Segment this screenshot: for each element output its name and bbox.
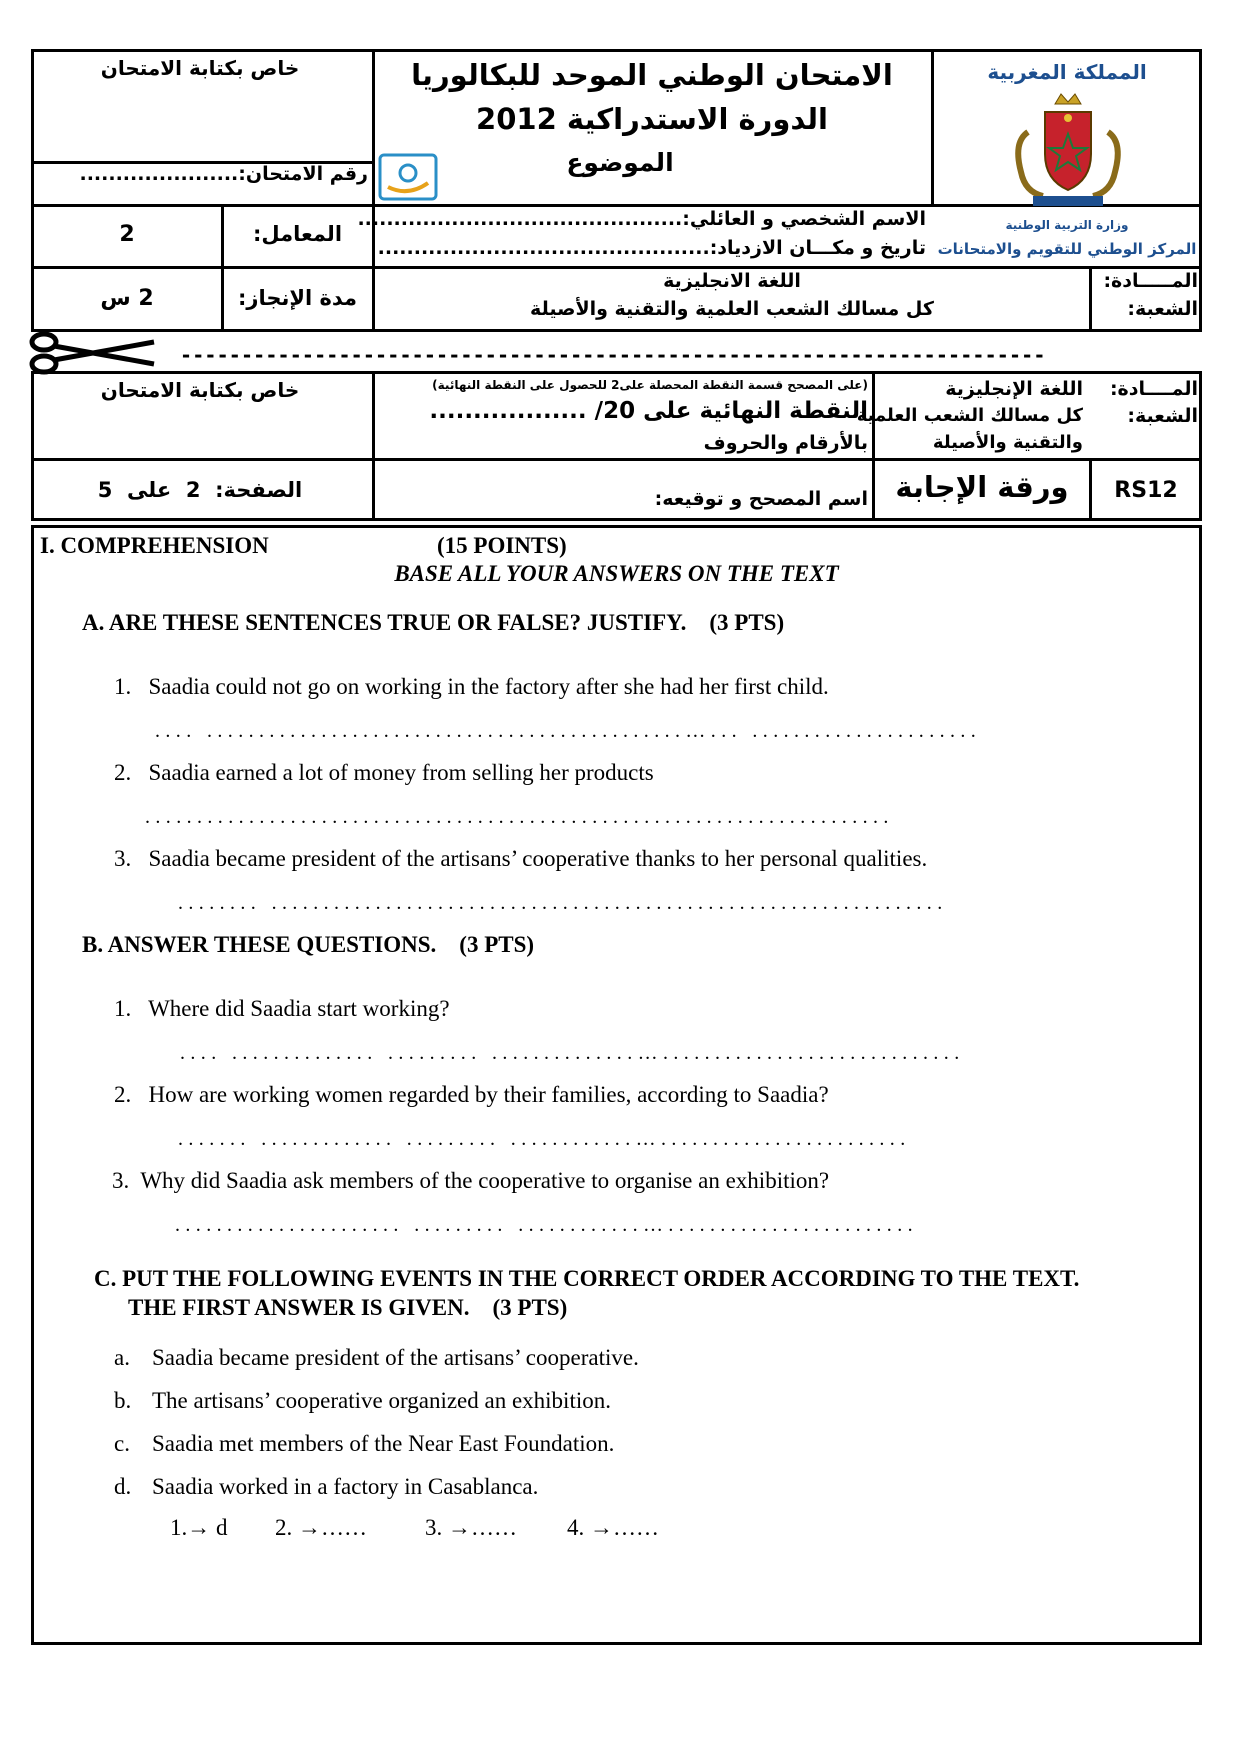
part-c-title-line2 [128, 1295, 567, 1321]
answer-subject-value: اللغة الإنجليزية [945, 378, 1083, 400]
answer-line-b3[interactable]: ...................... ......... ............…........................ [175, 1214, 918, 1236]
name-label: الاسم الشخصي و العائلي: [682, 208, 926, 230]
question-number: 3. [114, 846, 132, 871]
question-a2 [114, 760, 654, 786]
header-divider [1089, 266, 1092, 332]
section-points: (15 POINTS) [437, 533, 567, 558]
royal-coat-of-arms [1003, 92, 1133, 214]
kingdom-title: المملكة المغربية [987, 60, 1147, 84]
name-dots: ............................................. [357, 208, 683, 230]
corrector-note: (على المصحح قسمة النقطة المحصلة على2 للحصول على النقطة النهائية) [432, 378, 868, 392]
answer-line-b2[interactable]: ....... ............. ......... ............…........................ [178, 1128, 911, 1150]
order-answers [170, 1515, 659, 1541]
birth-dots: .............................................. [377, 237, 710, 259]
branch-value: كل مسالك الشعب العلمية والتقنية والأصيلة [530, 298, 934, 320]
answer-sheet-title: ورقة الإجابة [895, 470, 1069, 504]
duration-label: مدة الإنجاز: [237, 286, 358, 310]
answer-branch-value-2: والتقنية والأصيلة [932, 432, 1083, 453]
question-text: Saadia earned a lot of money from selling her products [148, 760, 654, 785]
order-answer[interactable]: 2. →…… [275, 1515, 367, 1540]
question-text: Saadia became president of the artisans’ cooperative thanks to her personal qualities. [148, 846, 928, 871]
exam-office-label: خاص بكتابة الامتحان [100, 56, 300, 80]
answer-divider [1089, 460, 1092, 521]
event-text: Saadia met members of the Near East Foundation. [152, 1431, 615, 1456]
part-a-title-text: A. ARE THESE SENTENCES TRUE OR FALSE? JUSTIFY. [82, 610, 687, 635]
order-answer: 1.→ d [170, 1515, 228, 1540]
question-number: 2. [114, 1082, 132, 1107]
question-a1 [114, 674, 829, 700]
section-title: I. COMPREHENSION [40, 533, 269, 558]
answer-divider [31, 458, 373, 461]
answer-line-a3[interactable]: ........ ................................................................. [178, 892, 948, 914]
event-text: Saadia became president of the artisans’ cooperative. [152, 1345, 639, 1370]
question-text: How are working women regarded by their families, according to Saadia? [148, 1082, 829, 1107]
event-letter: a. [114, 1345, 130, 1370]
coefficient-label: المعامل: [252, 222, 343, 246]
event-a [114, 1345, 639, 1371]
order-answer[interactable]: 4. →…… [567, 1515, 659, 1540]
candidate-name-field[interactable] [357, 208, 926, 230]
exam-number-value: ...................... [79, 163, 239, 185]
header-divider [221, 204, 224, 332]
subject-label: المـــــادة: [1103, 270, 1198, 292]
exam-title-2: الدورة الاستدراكية 2012 [476, 102, 828, 136]
question-a3 [114, 846, 927, 872]
answer-exam-office: خاص بكتابة الامتحان [100, 378, 300, 402]
order-answer[interactable]: 3. →…… [425, 1515, 517, 1540]
part-c-title-line1: C. PUT THE FOLLOWING EVENTS IN THE CORRECT ORDER ACCORDING TO THE TEXT. [94, 1266, 1080, 1291]
question-number: 3. [112, 1168, 130, 1193]
answer-divider [372, 371, 375, 521]
question-number: 1. [114, 674, 132, 699]
page-current: 2 [185, 478, 201, 502]
page-label: الصفحة: [215, 478, 303, 502]
header-divider [31, 266, 1202, 269]
question-b1 [114, 996, 450, 1022]
answer-divider [872, 371, 875, 521]
answer-branch-label: الشعبة: [1127, 405, 1198, 427]
answer-line-b1[interactable]: .... .............. ......... ..............…............................. [180, 1042, 965, 1064]
question-b3 [112, 1168, 829, 1194]
part-a-points: (3 PTS) [709, 610, 785, 635]
grade-in-words: بالأرقام والحروف [703, 432, 868, 454]
event-letter: c. [114, 1431, 130, 1456]
event-b [114, 1388, 611, 1414]
exam-code: RS12 [1114, 478, 1178, 503]
part-a-title [82, 610, 784, 636]
exam-number-label: رقم الامتحان: [238, 163, 368, 185]
answer-line-a2[interactable]: ........................................................................ [145, 806, 894, 828]
birth-label: تاريخ و مكـــان الازدياد: [709, 237, 926, 259]
page-of: على [127, 478, 172, 502]
final-grade-field[interactable]: النقطة النهائية على 20/ .................. [429, 398, 868, 424]
corrector-name-field[interactable]: اسم المصحح و توقيعه: [654, 488, 868, 510]
coefficient-value: 2 [119, 222, 135, 247]
answer-branch-value-1: كل مسالك الشعب العلمية [856, 405, 1083, 426]
part-b-title-text: B. ANSWER THESE QUESTIONS. [82, 932, 437, 957]
answer-divider [372, 458, 1202, 461]
answer-subject-label: المــــادة: [1109, 378, 1198, 400]
part-c-points: (3 PTS) [492, 1295, 568, 1320]
event-letter: d. [114, 1474, 132, 1499]
header-divider [372, 49, 375, 332]
question-text: Why did Saadia ask members of the cooperative to organise an exhibition? [140, 1168, 830, 1193]
page-total: 5 [97, 478, 113, 502]
ministry-name: وزارة التربية الوطنية [1005, 218, 1129, 232]
event-c [114, 1431, 614, 1457]
question-number: 1. [114, 996, 132, 1021]
exam-title-1: الامتحان الوطني الموحد للبكالوريا [411, 58, 893, 92]
answer-line-a1[interactable]: .... ..............................................…... ...................... [155, 720, 982, 742]
header-divider [931, 49, 934, 207]
question-text: Saadia could not go on working in the factory after she had her first child. [148, 674, 829, 699]
event-text: Saadia worked in a factory in Casablanca. [152, 1474, 539, 1499]
question-b2 [114, 1082, 829, 1108]
question-number: 2. [114, 760, 132, 785]
event-text: The artisans’ cooperative organized an exhibition. [152, 1388, 611, 1413]
event-d [114, 1474, 538, 1500]
center-name: المركز الوطني للتقويم والامتحانات [937, 240, 1197, 258]
exam-number-field[interactable] [40, 163, 368, 185]
part-b-points: (3 PTS) [459, 932, 535, 957]
center-logo [378, 153, 438, 201]
page-number [40, 478, 360, 502]
event-letter: b. [114, 1388, 132, 1413]
question-text: Where did Saadia start working? [148, 996, 450, 1021]
birth-field[interactable] [378, 237, 926, 259]
duration-value: 2 س [100, 286, 154, 311]
part-c-title-text: THE FIRST ANSWER IS GIVEN. [128, 1295, 470, 1320]
cut-line: ----------------------------------------------------------------------- [180, 345, 1046, 365]
part-b-title [82, 932, 534, 958]
exam-title-3: الموضوع [566, 148, 674, 177]
instruction: BASE ALL YOUR ANSWERS ON THE TEXT [394, 561, 839, 586]
scissors-icon [28, 330, 156, 376]
branch-label: الشعبة: [1127, 298, 1198, 320]
subject-value: اللغة الانجليزية [663, 270, 801, 292]
